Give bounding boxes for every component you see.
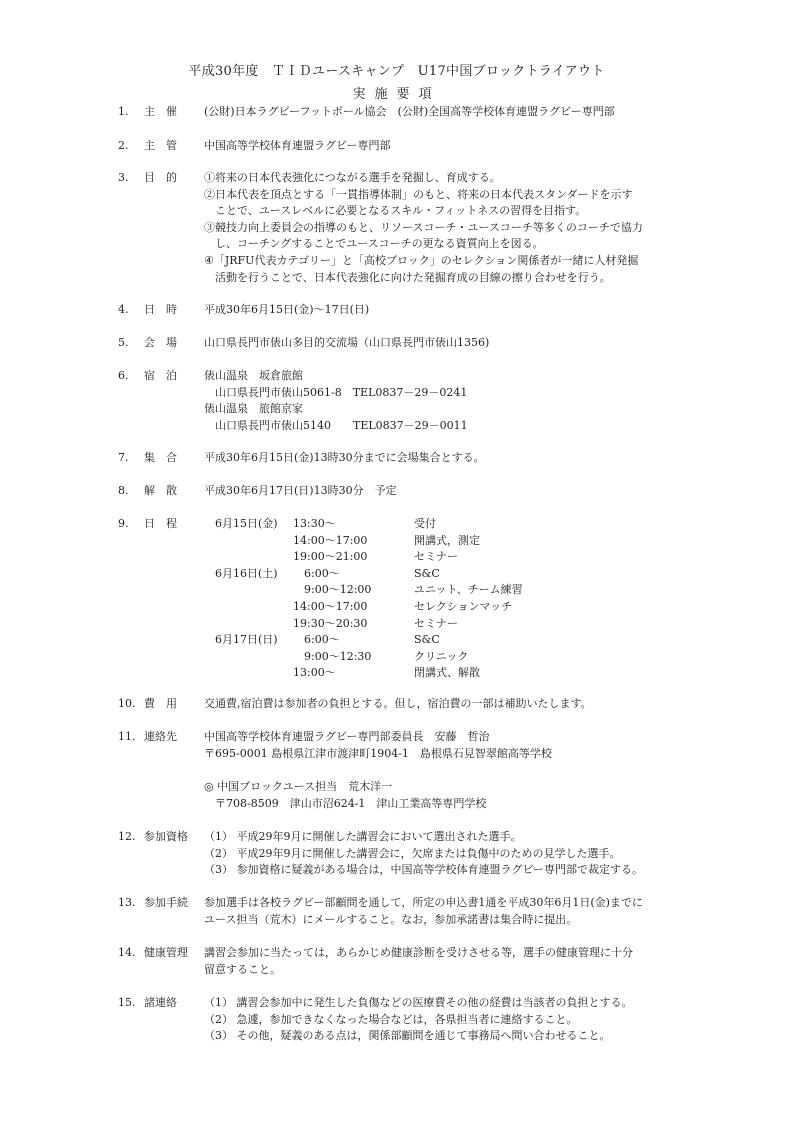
- item-text-line: ことで、ユースレベルに必要となるスキル・フィットネスの習得を目指す。: [204, 204, 587, 218]
- schedule-activity: ユニット、チーム練習: [414, 583, 523, 597]
- schedule-activity: 開講式，測定: [414, 533, 480, 547]
- item-label: 宿 泊: [144, 369, 177, 382]
- item-number: 10.: [118, 697, 136, 710]
- schedule-day: 6月17日(日): [215, 633, 278, 647]
- schedule-activity: セミナー: [414, 550, 458, 564]
- item-number: 13.: [118, 896, 136, 909]
- item-text-line: （1） 講習会参加中に発生した負傷などの医療費その他の経費は当該者の負担とする。: [204, 996, 633, 1009]
- item-label: 主 管: [144, 139, 177, 152]
- item-text-line: 俵山温泉 坂倉旅館: [204, 369, 303, 382]
- item-label: 費 用: [144, 697, 177, 710]
- schedule-time: 14:00～17:00: [293, 533, 368, 547]
- item-text-line: ①将来の日本代表強化につながる選手を発掘し、育成する。: [204, 171, 501, 184]
- item-number: 2.: [118, 139, 129, 152]
- schedule-activity: クリニック: [414, 649, 469, 663]
- schedule-activity: セミナー: [414, 616, 458, 630]
- item-label: 日 程: [144, 517, 177, 530]
- item-number: 9.: [118, 517, 129, 530]
- item-number: 7.: [118, 451, 129, 464]
- item-text-line: 〒695-0001 島根県江津市渡津町1904-1 島根県石見智翠館高等学校: [204, 746, 552, 760]
- item-label: 連絡先: [144, 730, 177, 743]
- item-text-line: 山口県長門市俵山多目的交流場（山口県長門市俵山1356): [204, 336, 490, 349]
- document-subtitle: 実施要項: [352, 87, 441, 102]
- item-text-line: （3） 参加資格に疑義がある場合は，中国高等学校体育連盟ラグビー専門部で裁定する。: [204, 863, 644, 877]
- item-number: 5.: [118, 336, 129, 349]
- item-text-line: 俵山温泉 旅館京家: [204, 402, 303, 416]
- schedule-time: 13:00～: [293, 666, 336, 680]
- schedule-activity: 閉講式、解散: [414, 666, 480, 680]
- item-label: 参加手続: [144, 896, 188, 909]
- schedule-day: 6月16日(土): [215, 566, 278, 580]
- item-label: 集 合: [144, 451, 177, 464]
- schedule-activity: セレクションマッチ: [414, 600, 513, 613]
- item-text-line: 平成30年6月15日(金)～17日(日): [204, 303, 370, 316]
- schedule-activity: 受付: [414, 517, 436, 530]
- item-number: 1.: [118, 105, 129, 118]
- item-text-line: 講習会参加に当たっては，あらかじめ健康診断を受けさせる等，選手の健康管理に十分: [204, 946, 633, 959]
- item-text-line: （2） 平成29年9月に開催した講習会に，欠席または負傷中のための見学した選手。: [204, 846, 621, 860]
- item-number: 4.: [118, 303, 129, 316]
- schedule-time: 19:00～21:00: [293, 550, 368, 564]
- item-label: 健康管理: [144, 946, 188, 959]
- item-text-line: ④「JRFU代表カテゴリー」と「高校ブロック」のセレクション関係者が一緒に人材発掘: [204, 254, 639, 267]
- item-text-line: (公財)日本ラグビーフットボール協会 (公財)全国高等学校体育連盟ラグビー専門部: [204, 105, 615, 118]
- item-label: 会 場: [144, 336, 177, 349]
- item-text-line: 山口県長門市俵山5061-8 TEL0837－29－0241: [204, 385, 468, 399]
- item-text-line: 中国高等学校体育連盟ラグビー専門部委員長 安藤 哲治: [204, 730, 490, 743]
- item-number: 12.: [118, 830, 136, 843]
- item-text-line: ③競技力向上委員会の指導のもと、リソースコーチ・ユースコーチ等多くのコーチで協力: [204, 220, 643, 234]
- schedule-time: 9:00～12:00: [293, 583, 372, 597]
- item-number: 15.: [118, 996, 136, 1009]
- item-text-line: 平成30年6月15日(金)13時30分までに会場集合とする。: [204, 451, 485, 464]
- document-title: 平成30年度 ＴＩＤユースキャンプ U17中国ブロックトライアウト: [188, 64, 605, 79]
- item-number: 11.: [118, 730, 136, 743]
- item-number: 8.: [118, 484, 129, 497]
- item-text-line: （3） その他，疑義のある点は，関係部顧問を通じて事務局へ問い合わせること。: [204, 1029, 611, 1043]
- item-text-line: ユース担当（荒木）にメールすること。なお，参加承諾書は集合時に提出。: [204, 912, 578, 926]
- item-number: 14.: [118, 946, 136, 959]
- schedule-activity: S&C: [414, 566, 440, 580]
- schedule-time: 9:00～12:30: [293, 649, 372, 663]
- item-text-line: （2） 急遽，参加できなくなった場合などは，各県担当者に連絡すること。: [204, 1012, 578, 1026]
- item-text-line: 中国高等学校体育連盟ラグビー専門部: [204, 139, 391, 152]
- item-label: 日 時: [144, 303, 177, 316]
- item-text-line: 活動を行うことで、日本代表強化に向けた発掘育成の目線の擦り合わせを行う。: [204, 270, 611, 284]
- schedule-time: 19:30～20:30: [293, 616, 368, 630]
- schedule-time: 6:00～: [293, 566, 340, 580]
- item-text-line: ②日本代表を頂点とする「一貫指導体制」のもと、将来の日本代表スタンダードを示す: [204, 187, 633, 201]
- item-label: 参加資格: [144, 830, 188, 843]
- item-text-line: し、コーチングすることでユースコーチの更なる資質向上を図る。: [204, 237, 544, 251]
- item-text-line: 山口県長門市俵山5140 TEL0837－29－0011: [204, 418, 468, 432]
- schedule-time: 14:00～17:00: [293, 600, 368, 613]
- item-label: 諸連絡: [144, 996, 177, 1009]
- item-text-line: 平成30年6月17日(日)13時30分 予定: [204, 484, 397, 497]
- schedule-time: 13:30～: [293, 517, 336, 530]
- schedule-day: 6月15日(金): [215, 517, 278, 530]
- item-text-line: 交通費,宿泊費は参加者の負担とする。但し，宿泊費の一部は補助いたします。: [204, 697, 592, 710]
- item-number: 3.: [118, 171, 129, 184]
- item-text-line: 留意すること。: [204, 962, 281, 976]
- item-text-line: ◎ 中国ブロックユース担当 荒木洋一: [204, 780, 393, 793]
- item-text-line: 参加選手は各校ラグビー部顧問を通して，所定の申込書1通を平成30年6月1日(金)までに: [204, 896, 643, 909]
- item-text-line: （1） 平成29年9月に開催した講習会において選出された選手。: [204, 830, 522, 843]
- schedule-activity: S&C: [414, 633, 440, 647]
- item-label: 目 的: [144, 171, 177, 184]
- item-number: 6.: [118, 369, 129, 382]
- item-text-line: 〒708-8509 津山市沼624-1 津山工業高等専門学校: [204, 796, 487, 810]
- item-label: 主 催: [144, 105, 177, 118]
- item-label: 解 散: [144, 484, 177, 497]
- schedule-time: 6:00～: [293, 633, 340, 647]
